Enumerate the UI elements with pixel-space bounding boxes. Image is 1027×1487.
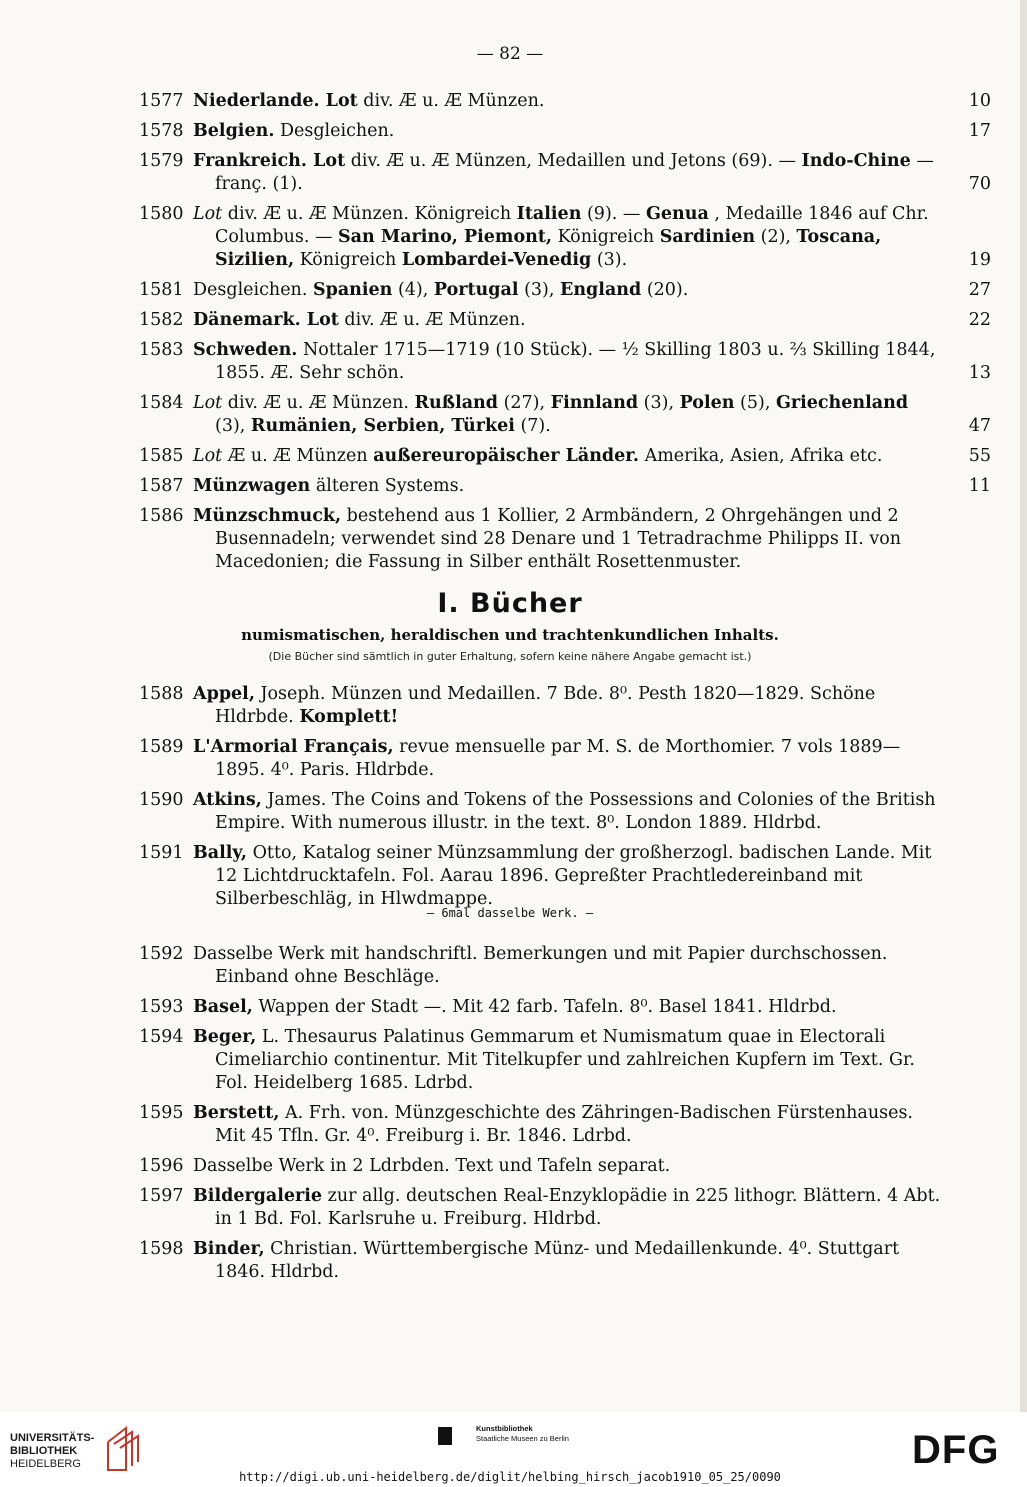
lot-description bbox=[193, 445, 991, 468]
lot-description bbox=[193, 150, 991, 196]
lot-description bbox=[193, 842, 991, 911]
lot-price: 17 bbox=[968, 121, 991, 141]
lot-number: 1578 bbox=[139, 121, 184, 141]
lot-text: Otto, Katalog seiner Münzsammlung der großherzogl. badischen Lande. Mit 12 Lichtdrucktafeln. Fol. Aarau 1896. Gepreßter Prachtledereinband mit Silberbeschläg, in Hlwdmappe. bbox=[215, 843, 932, 909]
lot-number: 1591 bbox=[139, 843, 184, 863]
university-library-logo[interactable] bbox=[10, 1432, 94, 1471]
lot-number: 1579 bbox=[139, 151, 184, 171]
lot-keyword: Frankreich. Lot bbox=[193, 151, 346, 171]
lot-entry bbox=[139, 392, 991, 438]
lot-description bbox=[193, 736, 991, 782]
lot-keyword: Rumänien, Serbien, Türkei bbox=[250, 416, 515, 436]
lot-text: Joseph. Münzen und Medaillen. 7 Bde. 8⁰. Pesth 1820—1829. Schöne Hldrbde. bbox=[215, 684, 876, 727]
lot-description bbox=[193, 339, 991, 385]
lot-text: — franç. (1). bbox=[215, 151, 934, 194]
lot-text: Lot bbox=[193, 393, 223, 413]
lot-price: 19 bbox=[968, 250, 991, 270]
lot-text: Dasselbe Werk mit handschriftl. Bemerkungen und mit Papier durchschossen. Einband ohne Beschläge. bbox=[193, 944, 888, 987]
lot-text: , Medaille 1846 auf Chr. Columbus. — bbox=[215, 204, 929, 247]
lot-number: 1583 bbox=[139, 340, 184, 360]
lot-text: zur allg. deutschen Real-Enzyklopädie in 225 lithogr. Blättern. 4 Abt. in 1 Bd. Fol. Karlsruhe u. Freiburg. Hldrbd. bbox=[215, 1186, 941, 1229]
lot-keyword: Finnland bbox=[550, 393, 639, 413]
lot-description bbox=[193, 392, 991, 438]
lot-text: Königreich bbox=[552, 227, 660, 247]
lot-keyword: Toscana, Sizilien, bbox=[215, 227, 882, 270]
lot-keyword: San Marino, Piemont, bbox=[338, 227, 553, 247]
lot-number: 1584 bbox=[139, 393, 184, 413]
lot-number: 1577 bbox=[139, 91, 184, 111]
lot-number: 1594 bbox=[139, 1027, 184, 1047]
lot-keyword: Appel, bbox=[193, 684, 255, 704]
lot-entry bbox=[139, 996, 991, 1019]
lot-keyword: Dänemark. Lot bbox=[193, 310, 339, 330]
lot-number: 1586 bbox=[139, 506, 184, 526]
lot-entry bbox=[139, 279, 991, 302]
lot-text: (5), bbox=[734, 393, 776, 413]
lot-text: Desgleichen. bbox=[274, 121, 395, 141]
lot-entry bbox=[139, 842, 991, 911]
lot-description bbox=[193, 683, 991, 729]
uni-line-3: HEIDELBERG bbox=[10, 1458, 81, 1470]
lot-text: Nottaler 1715—1719 (10 Stück). — ½ Skilling 1803 u. ⅔ Skilling 1844, 1855. Æ. Sehr schön. bbox=[215, 340, 936, 383]
lot-price: 11 bbox=[968, 476, 991, 496]
lot-text: (20). bbox=[641, 280, 689, 300]
lot-description bbox=[193, 1026, 991, 1095]
page-edge bbox=[1020, 0, 1027, 1412]
lot-keyword: L'Armorial Français, bbox=[193, 737, 394, 757]
same-work-note: — 6mal dasselbe Werk. — bbox=[426, 906, 594, 920]
lot-text: älteren Systems. bbox=[310, 476, 465, 496]
lot-number: 1585 bbox=[139, 446, 184, 466]
lot-text: (3), bbox=[638, 393, 680, 413]
lot-price: 10 bbox=[968, 91, 991, 111]
lot-number: 1597 bbox=[139, 1186, 184, 1206]
lot-number: 1590 bbox=[139, 790, 184, 810]
lot-number: 1587 bbox=[139, 476, 184, 496]
lot-text: bestehend aus 1 Kollier, 2 Armbändern, 2 Ohrgehängen und 2 Busennadeln; verwendet sind 28 Denare und 1 Tetradrachme Philipps II. von Macedonien; die Fassung in Silber enthält Rosettenmuster. bbox=[215, 506, 902, 572]
lot-text: L. Thesaurus Palatinus Gemmarum et Numismatum quae in Electorali Cimeliarchio continentur. Mit Titelkupfer und zahlreichen Kupfern im Text. Gr. Fol. Heidelberg 1685. Ldrbd. bbox=[215, 1027, 915, 1093]
lot-entry bbox=[139, 505, 991, 574]
section-subtitle: numismatischen, heraldischen und trachtenkundlichen Inhalts. bbox=[241, 626, 779, 644]
lot-keyword: Atkins, bbox=[193, 790, 262, 810]
section-title: I. Bücher bbox=[437, 588, 583, 619]
library-emblem-icon bbox=[104, 1422, 144, 1472]
lot-number: 1598 bbox=[139, 1239, 184, 1259]
kunstbibliothek-icon bbox=[438, 1427, 452, 1445]
lot-description bbox=[193, 996, 991, 1019]
lot-number: 1592 bbox=[139, 944, 184, 964]
lot-description bbox=[193, 203, 991, 272]
lot-description bbox=[193, 120, 991, 143]
lot-description bbox=[193, 505, 991, 574]
lot-description bbox=[193, 1155, 991, 1178]
lot-description bbox=[193, 1102, 991, 1148]
lot-description bbox=[193, 943, 991, 989]
lot-number: 1593 bbox=[139, 997, 184, 1017]
uni-line-2: BIBLIOTHEK bbox=[10, 1445, 78, 1457]
lot-entry bbox=[139, 943, 991, 989]
kb-line-1: Kunstbibliothek bbox=[476, 1424, 533, 1433]
lot-description bbox=[193, 90, 991, 113]
page-number: — 82 — bbox=[476, 44, 544, 64]
lot-keyword: Griechenland bbox=[775, 393, 909, 413]
kunstbibliothek-logo[interactable] bbox=[438, 1424, 569, 1444]
lot-text: Desgleichen. bbox=[193, 280, 313, 300]
lot-text: div. Æ u. Æ Münzen. bbox=[222, 393, 415, 413]
lot-text: Lot bbox=[193, 204, 223, 224]
lot-keyword: außereuropäischer Länder. bbox=[373, 446, 640, 466]
lot-text: Dasselbe Werk in 2 Ldrbden. Text und Tafeln separat. bbox=[193, 1156, 671, 1176]
lot-price: 27 bbox=[968, 280, 991, 300]
lot-text: div. Æ u. Æ Münzen. bbox=[338, 310, 526, 330]
lot-text: (3), bbox=[215, 416, 251, 436]
lot-text: (4), bbox=[392, 280, 434, 300]
lot-description bbox=[193, 789, 991, 835]
uni-line-1: UNIVERSITÄTS- bbox=[10, 1432, 95, 1444]
lot-entry bbox=[139, 683, 991, 729]
lot-number: 1581 bbox=[139, 280, 184, 300]
lot-entry bbox=[139, 90, 991, 113]
lot-text: div. Æ u. Æ Münzen. bbox=[357, 91, 545, 111]
lot-keyword: Schweden. bbox=[193, 340, 298, 360]
lot-description bbox=[193, 1185, 991, 1231]
lot-number: 1596 bbox=[139, 1156, 184, 1176]
lot-text: (27), bbox=[498, 393, 551, 413]
lot-text: Lot bbox=[193, 446, 223, 466]
lot-number: 1595 bbox=[139, 1103, 184, 1123]
lot-keyword: Portugal bbox=[433, 280, 519, 300]
lot-text: revue mensuelle par M. S. de Morthomier. 7 vols 1889—1895. 4⁰. Paris. Hldrbde. bbox=[215, 737, 901, 780]
lot-entry bbox=[139, 1026, 991, 1095]
lot-list-books-2 bbox=[139, 943, 991, 1291]
lot-keyword: Sardinien bbox=[659, 227, 756, 247]
lot-text: Æ u. Æ Münzen bbox=[222, 446, 374, 466]
section-note: (Die Bücher sind sämtlich in guter Erhaltung, sofern keine nähere Angabe gemacht ist.) bbox=[268, 650, 752, 663]
lot-keyword: Bally, bbox=[193, 843, 248, 863]
lot-number: 1589 bbox=[139, 737, 184, 757]
lot-keyword: England bbox=[560, 280, 642, 300]
lot-keyword: Beger, bbox=[193, 1027, 257, 1047]
lot-entry bbox=[139, 1238, 991, 1284]
kb-line-2: Staatliche Museen zu Berlin bbox=[476, 1434, 569, 1443]
lot-description bbox=[193, 279, 991, 302]
lot-text: (7). bbox=[514, 416, 551, 436]
lot-list-books-1 bbox=[139, 683, 991, 918]
lot-keyword: Berstett, bbox=[193, 1103, 280, 1123]
lot-price: 47 bbox=[968, 416, 991, 436]
lot-keyword: Italien bbox=[516, 204, 582, 224]
lot-text: Christian. Württembergische Münz- und Medaillenkunde. 4⁰. Stuttgart 1846. Hldrbd. bbox=[215, 1239, 900, 1282]
lot-text: Wappen der Stadt —. Mit 42 farb. Tafeln. 8⁰. Basel 1841. Hldrbd. bbox=[252, 997, 837, 1017]
lot-entry bbox=[139, 203, 991, 272]
lot-keyword: Bildergalerie bbox=[193, 1186, 323, 1206]
lot-keyword: Basel, bbox=[193, 997, 253, 1017]
lot-text: (3), bbox=[518, 280, 560, 300]
lot-text: div. Æ u. Æ Münzen, Medaillen und Jetons (69). — bbox=[345, 151, 802, 171]
lot-entry bbox=[139, 150, 991, 196]
lot-keyword: Komplett! bbox=[299, 707, 399, 727]
lot-price: 13 bbox=[968, 363, 991, 383]
lot-entry bbox=[139, 1185, 991, 1231]
lot-price: 22 bbox=[968, 310, 991, 330]
lot-entry bbox=[139, 309, 991, 332]
lot-description bbox=[193, 1238, 991, 1284]
lot-keyword: Münzschmuck, bbox=[193, 506, 342, 526]
lot-entry bbox=[139, 789, 991, 835]
lot-keyword: Belgien. bbox=[193, 121, 275, 141]
lot-text: (9). — bbox=[581, 204, 646, 224]
lot-entry bbox=[139, 1102, 991, 1148]
lot-text: A. Frh. von. Münzgeschichte des Zähringen-Badischen Fürstenhauses. Mit 45 Tfln. Gr. 4⁰. Freiburg i. Br. 1846. Ldrbd. bbox=[215, 1103, 913, 1146]
dfg-logo[interactable]: DFG bbox=[912, 1428, 1000, 1472]
lot-description bbox=[193, 309, 991, 332]
lot-text: (2), bbox=[755, 227, 797, 247]
lot-price: 55 bbox=[968, 446, 991, 466]
lot-keyword: Münzwagen bbox=[193, 476, 311, 496]
lot-entry bbox=[139, 1155, 991, 1178]
lot-number: 1582 bbox=[139, 310, 184, 330]
lot-number: 1580 bbox=[139, 204, 184, 224]
lot-text: (3). bbox=[591, 250, 628, 270]
lot-keyword: Rußland bbox=[414, 393, 499, 413]
lot-text: Königreich bbox=[294, 250, 402, 270]
lot-text: James. The Coins and Tokens of the Possessions and Colonies of the British Empire. With numerous illustr. in the text. 8⁰. London 1889. Hldrbd. bbox=[215, 790, 936, 833]
lot-keyword: Polen bbox=[679, 393, 735, 413]
lot-keyword: Niederlande. Lot bbox=[193, 91, 358, 111]
lot-keyword: Indo-Chine bbox=[801, 151, 911, 171]
lot-entry bbox=[139, 736, 991, 782]
lot-entry bbox=[139, 475, 991, 498]
lot-keyword: Lombardei-Venedig bbox=[401, 250, 592, 270]
lot-keyword: Spanien bbox=[312, 280, 393, 300]
lot-description bbox=[193, 475, 991, 498]
permalink-url[interactable]: http://digi.ub.uni-heidelberg.de/diglit/helbing_hirsch_jacob1910_05_25/0090 bbox=[239, 1470, 781, 1484]
lot-number: 1588 bbox=[139, 684, 184, 704]
lot-text: div. Æ u. Æ Münzen. Königreich bbox=[222, 204, 517, 224]
lot-text: Amerika, Asien, Afrika etc. bbox=[639, 446, 883, 466]
lot-entry bbox=[139, 120, 991, 143]
lot-entry bbox=[139, 339, 991, 385]
lot-entry bbox=[139, 445, 991, 468]
lot-price: 70 bbox=[968, 174, 991, 194]
lot-keyword: Genua bbox=[645, 204, 709, 224]
lot-keyword: Binder, bbox=[193, 1239, 265, 1259]
lot-list-coins bbox=[139, 90, 991, 581]
